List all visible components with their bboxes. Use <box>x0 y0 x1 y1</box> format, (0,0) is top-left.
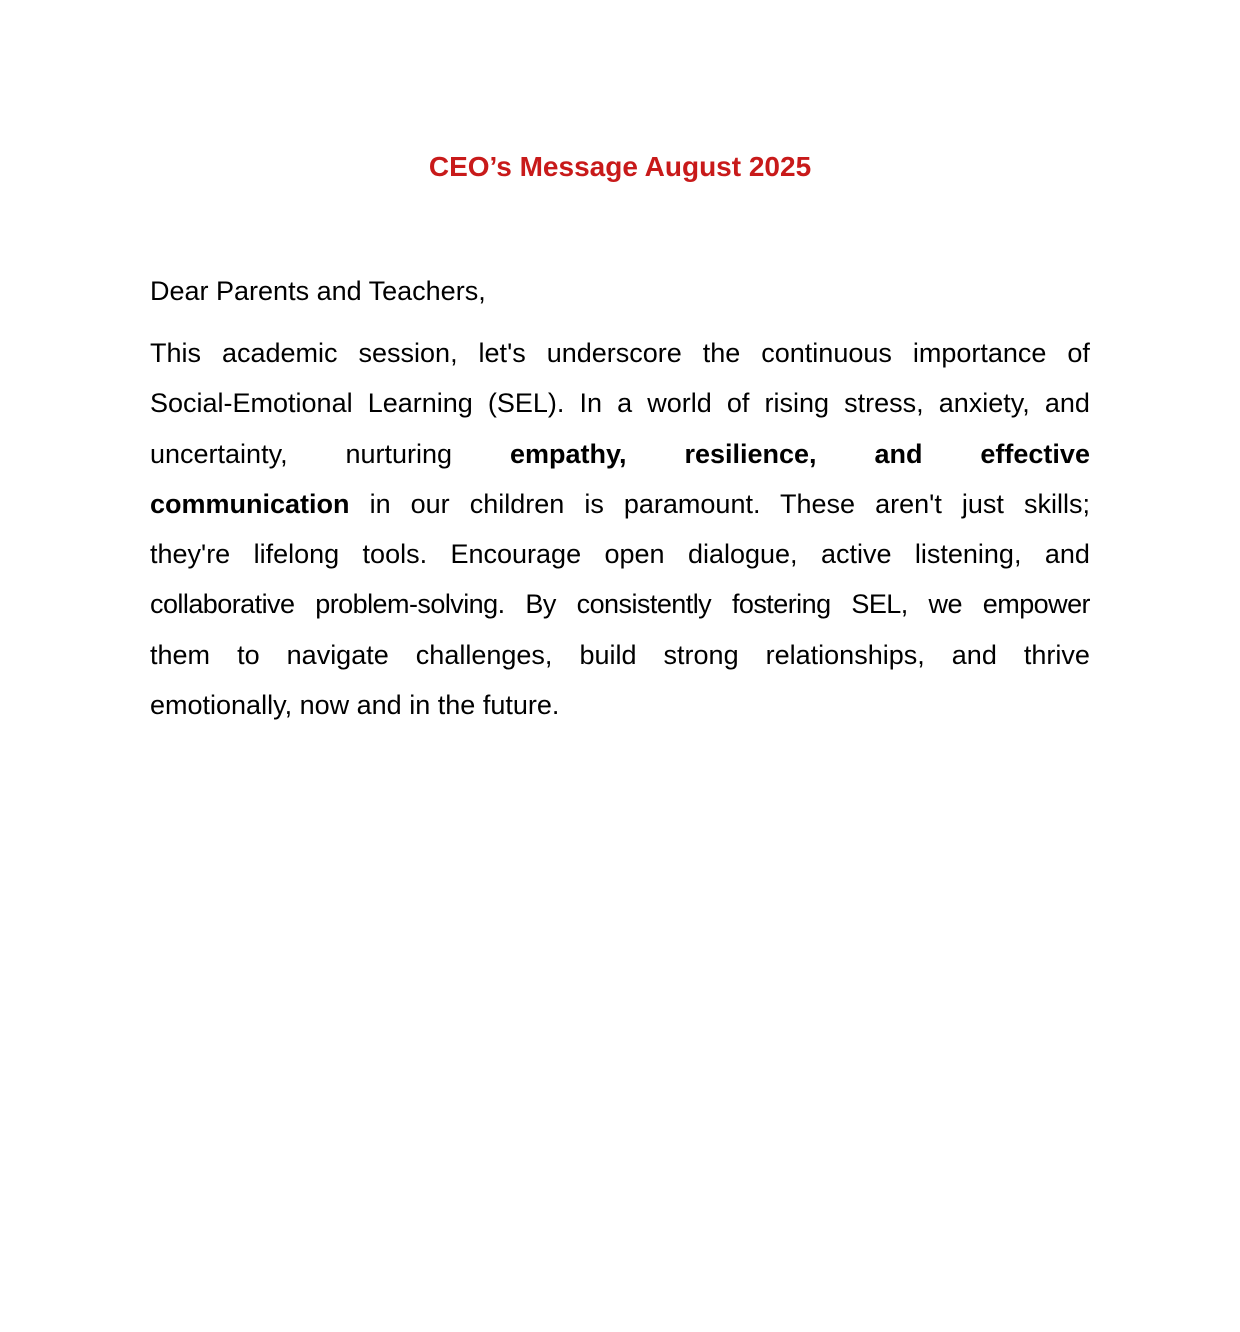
body-text-segment: uncertainty, nurturing <box>150 438 453 469</box>
emphasized-text: communication <box>150 488 350 519</box>
body-text-segment: they're lifelong tools. Encourage open dialogue, active listening, and <box>150 539 1090 570</box>
body-line-7 <box>150 637 1090 687</box>
body-line-6 <box>150 586 1090 636</box>
body-line-2 <box>150 385 1090 435</box>
body-line-5 <box>150 536 1090 586</box>
body-text-segment: emotionally, now and in the future. <box>150 690 560 721</box>
body-line-1 <box>150 335 1090 385</box>
body-line-8 <box>150 687 1090 737</box>
document-title: CEO’s Message August 2025 <box>428 151 812 182</box>
body-text-segment: them to navigate challenges, build strong relationships, and thrive <box>150 639 1090 670</box>
message-body <box>150 335 1090 737</box>
body-text-segment: This academic session, let's underscore the continuous importance of <box>150 338 1090 368</box>
body-text-segment: in our children is paramount. These aren't just skills; <box>369 488 1090 519</box>
body-line-3 <box>150 436 1090 486</box>
body-text-segment: Social-Emotional Learning (SEL). In a world of rising stress, anxiety, and <box>150 388 1090 419</box>
body-text-segment: collaborative problem-solving. By consistently fostering SEL, we empower <box>150 589 1090 620</box>
salutation: Dear Parents and Teachers, <box>150 276 486 306</box>
body-line-4 <box>150 486 1090 536</box>
emphasized-text: empathy, resilience, and effective <box>510 438 1090 469</box>
